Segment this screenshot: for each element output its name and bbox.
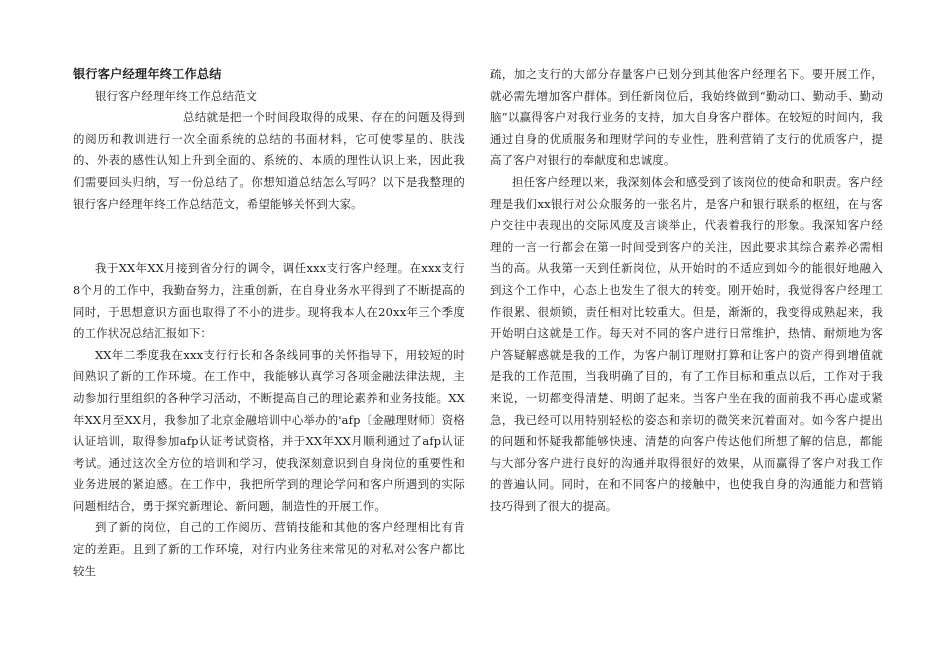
body-paragraph: XX年二季度我在xxx支行行长和各条线同事的关怀指导下，用较短的时间熟识了新的工作环境。在工作中，我能够认真学习各项金融法律法规，主动参加行里组织的各种学习活动，不断提高自己的理论素养和业务技能。XX年XX月至XX月，我参加了北京金融培训中心举办的'afp〔金融理财师〕资格认证培训，取得参加afp认证考试资格，并于XX年XX月顺利通过了afp认证考试。通过这次全方位的培训和学习，使我深刻意识到自身岗位的重要性和业务进展的紧迫感。在工作中，我把所学到的理论学问和客户所遇到的实际问题相结合，勇于探究新理论、新问题，制造性的开展工作。 — [73, 347, 465, 513]
body-paragraph: 疏，加之支行的大部分存量客户已划分到其他客户经理名下。要开展工作，就必需先增加客户群体。到任新岗位后，我始终做到“勤动口、勤动手、勤动脑”以赢得客户对我行业务的支持，加大自身客户群体。在较短的时间内，我通过自身的优质服务和理财学问的专业性，胜利营销了支行的优质客户，提高了客户对银行的奉献度和忠诚度。 — [490, 67, 883, 168]
left-column — [73, 64, 465, 582]
intro-paragraph: 总结就是把一个时间段取得的成果、存在的问题及得到的阅历和教训进行一次全面系统的总结的书面材料，它可使零星的、肤浅的、外表的感性认知上升到全面的、系统的、本质的理性认识上来，因此我们需要回头归纳，写一份总结了。你想知道总结怎么写吗？以下是我整理的银行客户经理年终工作总结范文，希望能够关怀到大家。 — [73, 110, 465, 211]
document-title: 银行客户经理年终工作总结 — [73, 67, 222, 81]
paragraph-gap — [73, 215, 465, 237]
paragraph-gap — [73, 237, 465, 259]
document-subtitle: 银行客户经理年终工作总结范文 — [95, 88, 258, 103]
right-column — [490, 64, 883, 517]
body-paragraph: 担任客户经理以来，我深刻体会和感受到了该岗位的使命和职责。客户经理是我们xx银行对公众服务的一张名片，是客户和银行联系的枢纽，在与客户交往中表现出的交际风度及言谈举止，代表着我行的形象。我深知客户经理的一言一行都会在第一时间受到客户的关注，因此要求其综合素养必需相当的高。从我第一天到任新岗位，从开始时的不适应到如今的能很好地融入到这个工作中，心态上也发生了很大的转变。刚开始时，我觉得客户经理工作很累、很烦锁，责任相对比较重大。但是，渐渐的，我变得成熟起来，我开始明白这就是工作。每天对不同的客户进行日常维护，热情、耐烦地为客户答疑解惑就是我的工作，为客户制订理财打算和让客户的资产得到增值就是我的工作范围，当我明确了目的，有了工作目标和重点以后，工作对于我来说，一切都变得清楚、明朗了起来。当客户坐在我的面前我不再心虚或紧急，我已经可以用特别轻松的姿态和亲切的微笑来沉着面对。如今客户提出的问题和怀疑我都能够快速、清楚的向客户传达他们所想了解的信息，都能与大部分客户进行良好的沟通并取得很好的效果，从而赢得了客户对我工作的普遍认同。同时，在和不同客户的接触中，也使我自身的沟通能力和营销技巧得到了很大的提高。 — [490, 174, 883, 513]
body-paragraph: 到了新的岗位，自己的工作阅历、营销技能和其他的客户经理相比有肯定的差距。且到了新的工作环境，对行内业务往来常见的对私对公客户都比较生 — [73, 520, 465, 578]
body-paragraph: 我于XX年XX月接到省分行的调令，调任xxx支行客户经理。在xxx支行8个月的工作中，我勤奋努力，注重创新，在自身业务水平得到了不断提高的同时，于思想意识方面也取得了不小的进步。现将我本人在20xx年三个季度的工作状况总结汇报如下： — [73, 261, 465, 341]
